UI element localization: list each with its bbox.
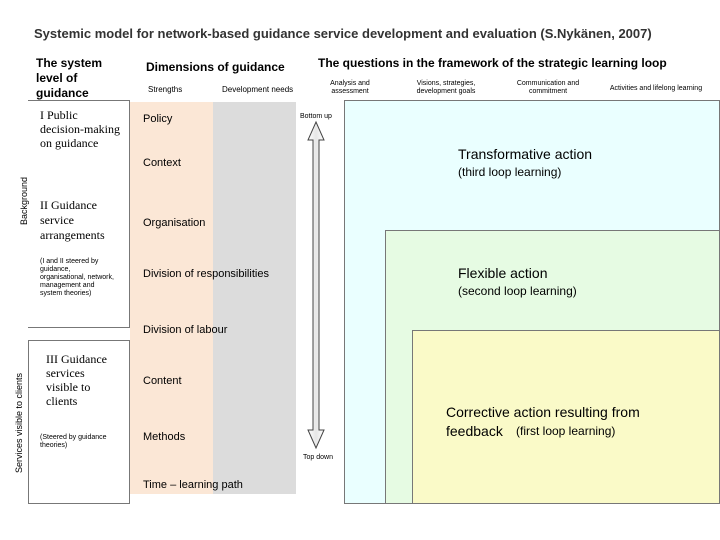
questions-header: The questions in the framework of the strategic learning loop bbox=[318, 56, 667, 70]
dimension-time-learning-path: Time – learning path bbox=[143, 479, 243, 491]
services-side-label: Services visible to clients bbox=[14, 372, 24, 474]
question-col-3: Communication and commitment bbox=[516, 80, 580, 95]
dimension-division-of-labour: Division of labour bbox=[143, 324, 228, 336]
level-services-note: (Steered by guidance theories) bbox=[40, 434, 107, 449]
corrective-action-sub: (first loop learning) bbox=[516, 424, 616, 438]
flexible-action-sub: (second loop learning) bbox=[458, 284, 577, 298]
arrow-bottom-label: Top down bbox=[303, 454, 333, 461]
bottom-up-top-down-arrow bbox=[306, 120, 326, 450]
dimension-policy: Policy bbox=[143, 113, 173, 125]
dimension-content: Content bbox=[143, 375, 182, 387]
flexible-action-label: Flexible action bbox=[458, 265, 548, 281]
level-arrangements-note: (I and II steered by guidance, organisational, network, management and system theories) bbox=[40, 258, 114, 297]
dimensions-header: Dimensions of guidance bbox=[146, 60, 285, 74]
background-side-label: Background bbox=[19, 176, 29, 226]
left-header: The system level of guidance bbox=[36, 56, 103, 100]
dimension-methods: Methods bbox=[143, 431, 186, 443]
corrective-action-label: Corrective action resulting from feedback bbox=[446, 404, 640, 439]
question-col-2: Visions, strategies, development goals bbox=[416, 80, 476, 95]
dimension-context: Context bbox=[143, 157, 181, 169]
diagram-title: Systemic model for network-based guidance service development and evaluation (S.Nykänen, 2007) bbox=[34, 26, 652, 41]
strengths-label: Strengths bbox=[148, 85, 183, 94]
development-needs-label: Development needs bbox=[222, 85, 294, 94]
transformative-action-label: Transformative action bbox=[458, 146, 593, 162]
arrow-top-label: Bottom up bbox=[300, 113, 332, 120]
question-col-1: Analysis and assessment bbox=[330, 80, 370, 95]
dimension-division-of-responsibilities: Division of responsibilities bbox=[143, 268, 269, 280]
level-public: I Public decision-making on guidance bbox=[40, 108, 120, 150]
development-needs-column bbox=[213, 102, 296, 494]
level-arrangements: II Guidance service arrangements bbox=[40, 198, 105, 242]
transformative-action-sub: (third loop learning) bbox=[458, 165, 562, 179]
level-services: III Guidance services visible to clients bbox=[46, 352, 107, 408]
side-strip-top bbox=[28, 101, 38, 327]
dimension-organisation: Organisation bbox=[143, 217, 206, 229]
question-col-4: Activities and lifelong learning bbox=[609, 85, 703, 92]
